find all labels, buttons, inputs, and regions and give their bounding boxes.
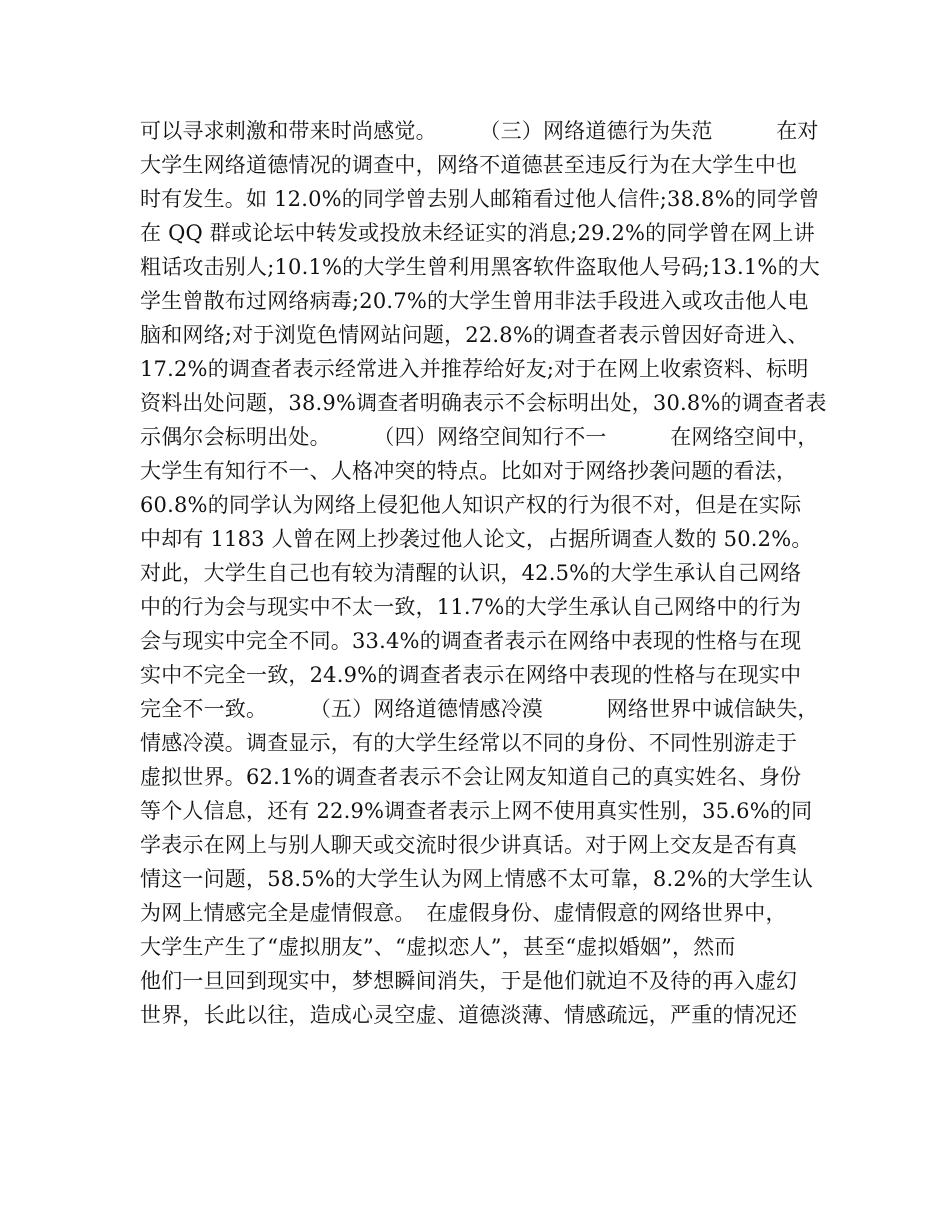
text-line: 等个人信息，还有 22.9%调查者表示上网不使用真实性别，35.6%的同 (140, 799, 813, 823)
text-line: 在 QQ 群或论坛中转发或投放未经证实的消息;29.2%的同学曾在网上讲 (140, 221, 815, 245)
text-line: 完全不一致。 （五）网络道德情感冷漠 网络世界中诚信缺失， (140, 697, 819, 721)
text-line: 脑和网络;对于浏览色情网站问题，22.8%的调查者表示曾因好奇进入、 (140, 323, 809, 347)
text-line: 学表示在网上与别人聊天或交流时很少讲真话。对于网上交友是否有真 (140, 833, 798, 857)
text-line: 中的行为会与现实中不太一致，11.7%的大学生承认自己网络中的行为 (140, 595, 802, 619)
text-line: 实中不完全一致，24.9%的调查者表示在网络中表现的性格与在现实中 (140, 663, 802, 687)
text-line: 大学生网络道德情况的调查中，网络不道德甚至违反行为在大学生中也 (140, 153, 798, 177)
text-line: 资料出处问题，38.9%调查者明确表示不会标明出处，30.8%的调查者表 (140, 391, 827, 415)
body-text (140, 114, 840, 1032)
text-line: 对此，大学生自己也有较为清醒的认识，42.5%的大学生承认自己网络 (140, 561, 802, 585)
text-line: 粗话攻击别人;10.1%的大学生曾利用黑客软件盗取他人号码;13.1%的大 (140, 255, 820, 279)
text-line: 可以寻求刺激和带来时尚感觉。 （三）网络道德行为失范 在对 (140, 119, 819, 143)
text-line: 大学生有知行不一、人格冲突的特点。比如对于网络抄袭问题的看法， (140, 459, 798, 483)
text-line: 学生曾散布过网络病毒;20.7%的大学生曾用非法手段进入或攻击他人电 (140, 289, 809, 313)
text-line: 时有发生。如 12.0%的同学曾去别人邮箱看过他人信件;38.8%的同学曾 (140, 187, 820, 211)
text-line: 世界，长此以往，造成心灵空虚、道德淡薄、情感疏远，严重的情况还 (140, 1003, 798, 1027)
text-line: 大学生产生了“虚拟朋友”、“虚拟恋人”，甚至“虚拟婚姻”，然而 (140, 935, 736, 959)
text-line: 虚拟世界。62.1%的调查者表示不会让网友知道自己的真实姓名、身份 (140, 765, 802, 789)
text-line: 会与现实中完全不同。33.4%的调查者表示在网络中表现的性格与在现 (140, 629, 802, 653)
text-line: 他们一旦回到现实中，梦想瞬间消失，于是他们就迫不及待的再入虚幻 (140, 969, 798, 993)
text-line: 情这一问题，58.5%的大学生认为网上情感不太可靠，8.2%的大学生认 (140, 867, 814, 891)
text-line: 示偶尔会标明出处。 （四）网络空间知行不一 在网络空间中， (140, 425, 819, 449)
text-line: 60.8%的同学认为网络上侵犯他人知识产权的行为很不对，但是在实际 (140, 493, 802, 517)
text-line: 中却有 1183 人曾在网上抄袭过他人论文，占据所调查人数的 50.2%。 (140, 527, 813, 551)
text-line: 情感冷漠。调查显示，有的大学生经常以不同的身份、不同性别游走于 (140, 731, 798, 755)
text-line: 为网上情感完全是虚情假意。 在虚假身份、虚情假意的网络世界中， (140, 901, 787, 925)
text-line: 17.2%的调查者表示经常进入并推荐给好友;对于在网上收索资料、标明 (140, 357, 809, 381)
